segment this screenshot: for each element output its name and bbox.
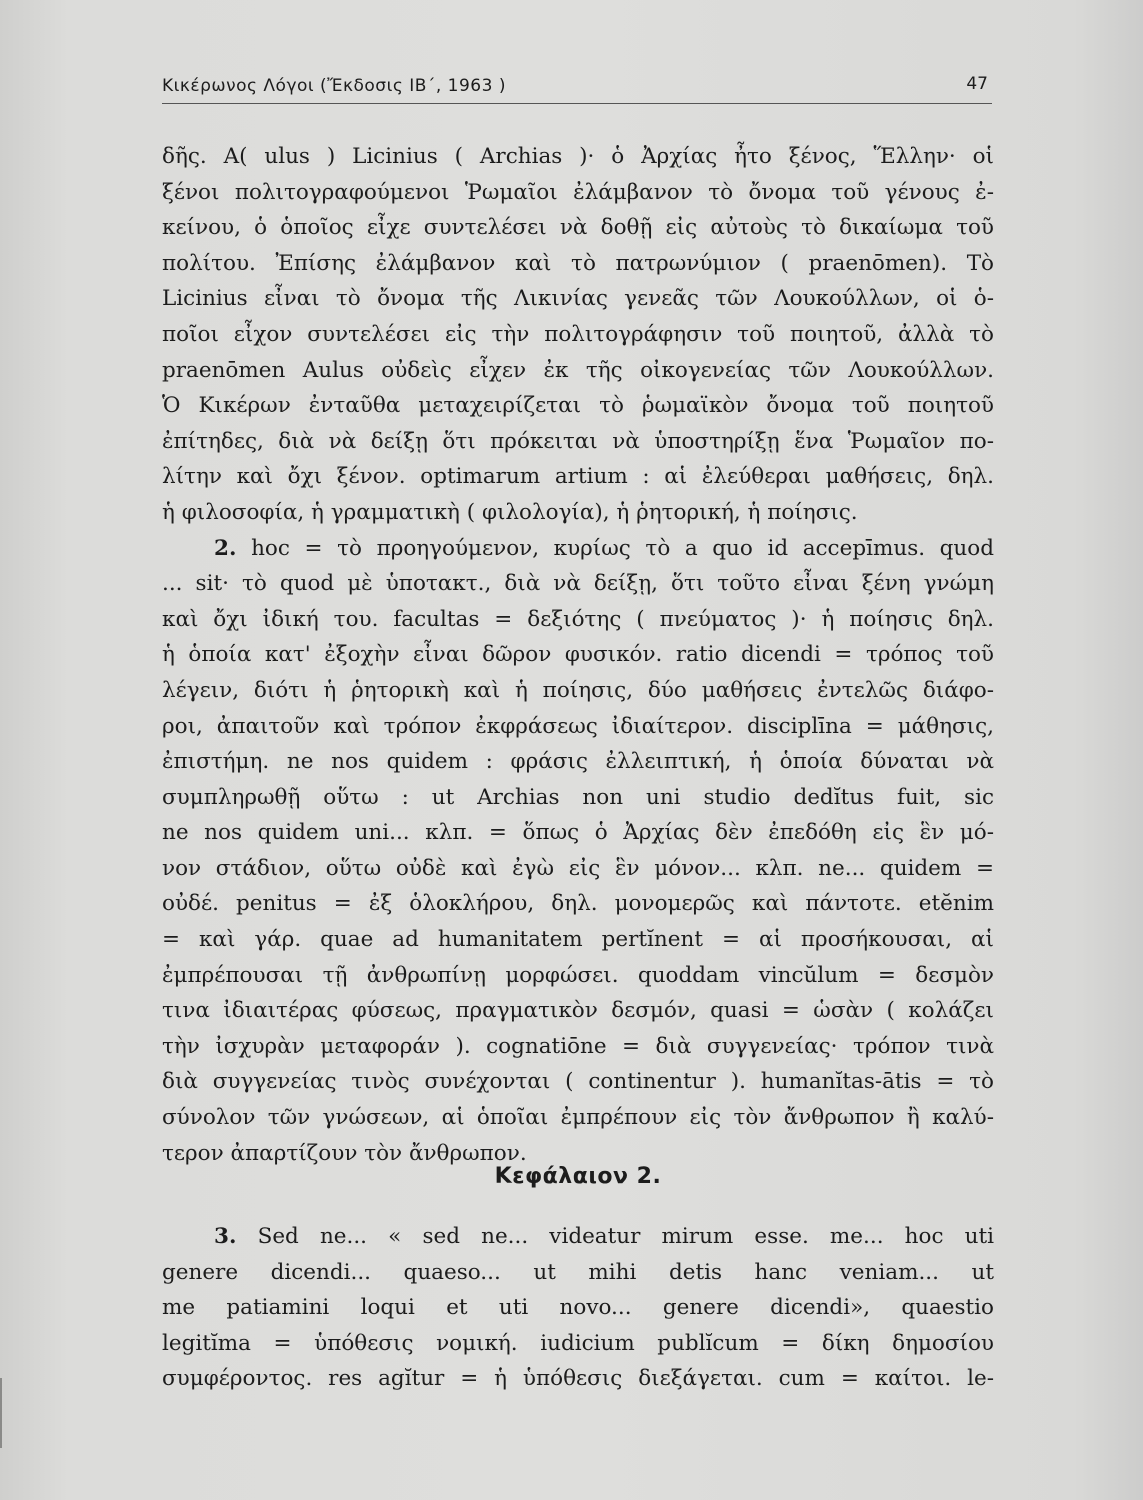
text-line: ἡ φιλοσοφία, ἡ γραμματικὴ ( φιλολογία), ἡ ῥητορική, ἡ ποίησις. [162, 499, 858, 525]
section-3-number: 3. [214, 1224, 237, 1249]
text-line: genere dicendi... quaeso... ut mihi detis hanc veniam... ut [162, 1259, 994, 1285]
text-line: διὰ συγγενείας τινὸς συνέχονται ( continentur ). humanĭtas-ātis = τὸ [162, 1069, 994, 1095]
text-line: Sed ne... « sed ne... videatur mirum esse. me... hoc uti [257, 1224, 994, 1249]
text-line: καὶ ὄχι ἰδική του. facultas = δεξιότης ( πνεύματος )· ἡ ποίησις δηλ. [162, 606, 994, 632]
text-line: τινα ἰδιαιτέρας φύσεως, πραγματικὸν δεσμόν, quasi = ὡσὰν ( κολάζει [162, 998, 994, 1024]
text-line: πολίτου. Ἐπίσης ἐλάμβανον καὶ τὸ πατρωνύμιον ( praenōmen). Τὸ [162, 250, 994, 276]
text-line: hoc = τὸ προηγούμενον, κυρίως τὸ a quo id accepīmus. quod [251, 535, 994, 561]
section-3-text [162, 1219, 994, 1397]
text-line: legitĭma = ὑπόθεσις νομική. iudicium publĭcum = δίκη δημοσίου [162, 1330, 994, 1356]
section-2-number: 2. [214, 535, 237, 561]
text-line: ποῖοι εἶχον συντελέσει εἰς τὴν πολιτογράφησιν τοῦ ποιητοῦ, ἀλλὰ τὸ [162, 321, 994, 347]
commentary-text [162, 139, 994, 1171]
text-line: λίτην καὶ ὄχι ξένον. optimarum artium : αἱ ἐλεύθεραι μαθήσεις, δηλ. [162, 464, 994, 490]
text-line: ροι, ἀπαιτοῦν καὶ τρόπον ἐκφράσεως ἰδιαίτερον. disciplīna = μάθησις, [162, 713, 994, 739]
text-line: λέγειν, διότι ἡ ῥητορικὴ καὶ ἡ ποίησις, δύο μαθήσεις ἐντελῶς διάφο- [162, 677, 994, 703]
text-line: ἐμπρέπουσαι τῇ ἀνθρωπίνῃ μορφώσει. quoddam vincŭlum = δεσμὸν [162, 962, 994, 988]
chapter-heading: Κεφάλαιον 2. [494, 1164, 662, 1189]
page-number: 47 [966, 74, 988, 94]
text-line: ἡ ὁποία κατ' ἐξοχὴν εἶναι δῶρον φυσικόν. ratio dicendi = τρόπος τοῦ [162, 642, 994, 668]
text-line: Licinius εἶναι τὸ ὄνομα τῆς Λικινίας γενεᾶς τῶν Λουκούλλων, οἱ ὁ- [162, 286, 994, 312]
text-line: τὴν ἰσχυρὰν μεταφοράν ). cognatiōne = διὰ συγγενείας· τρόπον τινὰ [162, 1033, 994, 1059]
text-line: οὐδέ. penitus = ἐξ ὁλοκλήρου, δηλ. μονομερῶς καὶ πάντοτε. etĕnim [162, 891, 994, 917]
running-header [162, 72, 988, 102]
header-rule [162, 103, 992, 104]
section-2-first-line [162, 531, 994, 567]
running-title: Κικέρωνος Λόγοι (Ἔκδοσις ΙΒ΄, 1963 ) [162, 76, 506, 96]
text-line: = καὶ γάρ. quae ad humanitatem pertĭnent = αἱ προσήκουσαι, αἱ [162, 927, 994, 953]
binding-edge-mark [0, 1378, 2, 1448]
text-line: Ὁ Κικέρων ἐνταῦθα μεταχειρίζεται τὸ ῥωμαϊκὸν ὄνομα τοῦ ποιητοῦ [162, 393, 994, 419]
text-line: δῆς. A( ulus ) Licinius ( Archias )· ὁ Ἀρχίας ἦτο ξένος, Ἕλλην· οἱ [162, 144, 994, 169]
text-line: ... sit· τὸ quod μὲ ὑποτακτ., διὰ νὰ δείξῃ, ὅτι τοῦτο εἶναι ξένη γνώμη [162, 571, 994, 597]
text-line: συμπληρωθῇ οὕτω : ut Archias non uni studio dedĭtus fuit, sic [162, 784, 994, 810]
text-line: praenōmen Aulus οὐδεὶς εἶχεν ἐκ τῆς οἰκογενείας τῶν Λουκούλλων. [162, 357, 994, 383]
section-3-first-line [162, 1219, 994, 1255]
text-line: συμφέροντος. res agĭtur = ἡ ὑπόθεσις διεξάγεται. cum = καίτοι. le- [162, 1366, 994, 1392]
text-line: νον στάδιον, οὕτω οὐδὲ καὶ ἐγὼ εἰς ἓν μόνον... κλπ. ne... quidem = [162, 855, 994, 881]
text-line: me patiamini loqui et uti novo... genere dicendi», quaestio [162, 1295, 994, 1321]
text-line: σύνολον τῶν γνώσεων, αἱ ὁποῖαι ἐμπρέπουν εἰς τὸν ἄνθρωπον ἢ καλύ- [162, 1105, 994, 1131]
text-line: κείνου, ὁ ὁποῖος εἶχε συντελέσει νὰ δοθῇ εἰς αὐτοὺς τὸ δικαίωμα τοῦ [162, 215, 994, 241]
text-line: ἐπιστήμη. ne nos quidem : φράσις ἐλλειπτική, ἡ ὁποία δύναται νὰ [162, 749, 994, 775]
text-line: τερον ἀπαρτίζουν τὸν ἄνθρωπον. [162, 1140, 527, 1166]
text-line: ἐπίτηδες, διὰ νὰ δείξῃ ὅτι πρόκειται νὰ ὑποστηρίξῃ ἕνα Ῥωμαῖον πο- [162, 428, 994, 454]
text-line: ne nos quidem uni... κλπ. = ὅπως ὁ Ἀρχίας δὲν ἐπεδόθη εἰς ἓν μό- [162, 820, 994, 846]
text-line: ξένοι πολιτογραφούμενοι Ῥωμαῖοι ἐλάμβανον τὸ ὄνομα τοῦ γένους ἐ- [162, 179, 994, 205]
